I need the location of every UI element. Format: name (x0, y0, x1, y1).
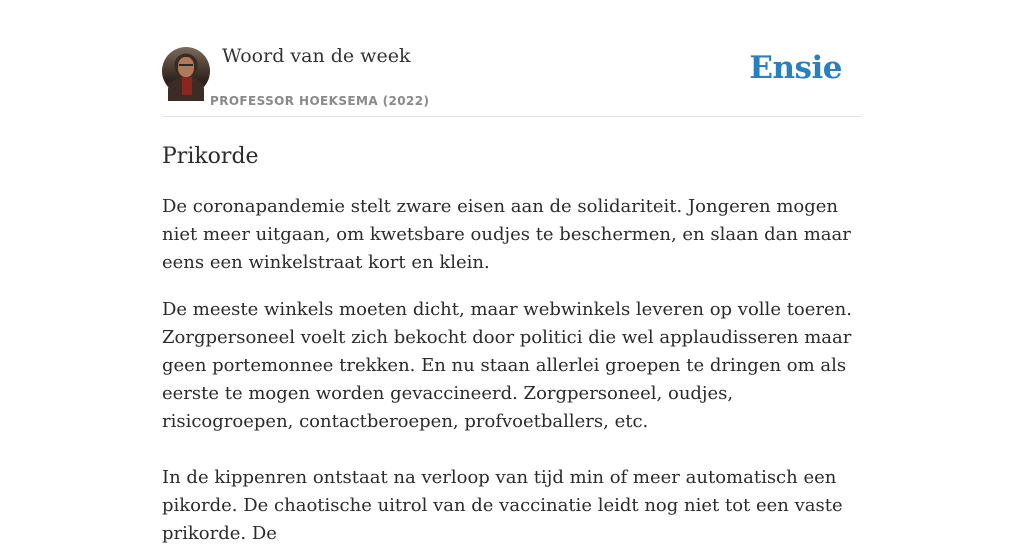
author-avatar[interactable] (162, 47, 210, 95)
avatar-glasses (179, 64, 193, 70)
article-title: Prikorde (162, 144, 259, 169)
series-title[interactable]: Woord van de week (222, 45, 411, 67)
article-header (162, 0, 862, 117)
article-paragraph-3: In de kippenren ontstaat na verloop van tijd min of meer automatisch een pikorde. De chaotische uitrol van de vaccinatie leidt nog niet tot een vaste prikorde. De (162, 467, 843, 544)
article-paragraph-1: De coronapandemie stelt zware eisen aan de solidariteit. Jongeren mogen niet meer uitgaan, om kwetsbare oudjes te beschermen, en slaan dan maar eens een winkelstraat kort en klein. (162, 196, 851, 273)
avatar-scarf (182, 77, 192, 95)
brand-logo[interactable]: Ensie (749, 50, 842, 86)
article-paragraph-2: De meeste winkels moeten dicht, maar webwinkels leveren op volle toeren. Zorgpersoneel voelt zich bekocht door politici die wel applaudisseren maar geen portemonnee trekken. En nu staan allerlei groepen te dringen om als eerste te mogen worden gevaccineerd. Zorgpersoneel, oudjes, risicogroepen, contactberoepen, profvoetballers, etc. (162, 299, 852, 432)
author-byline[interactable]: PROFESSOR HOEKSEMA (2022) (210, 94, 430, 108)
article-container (162, 0, 862, 548)
